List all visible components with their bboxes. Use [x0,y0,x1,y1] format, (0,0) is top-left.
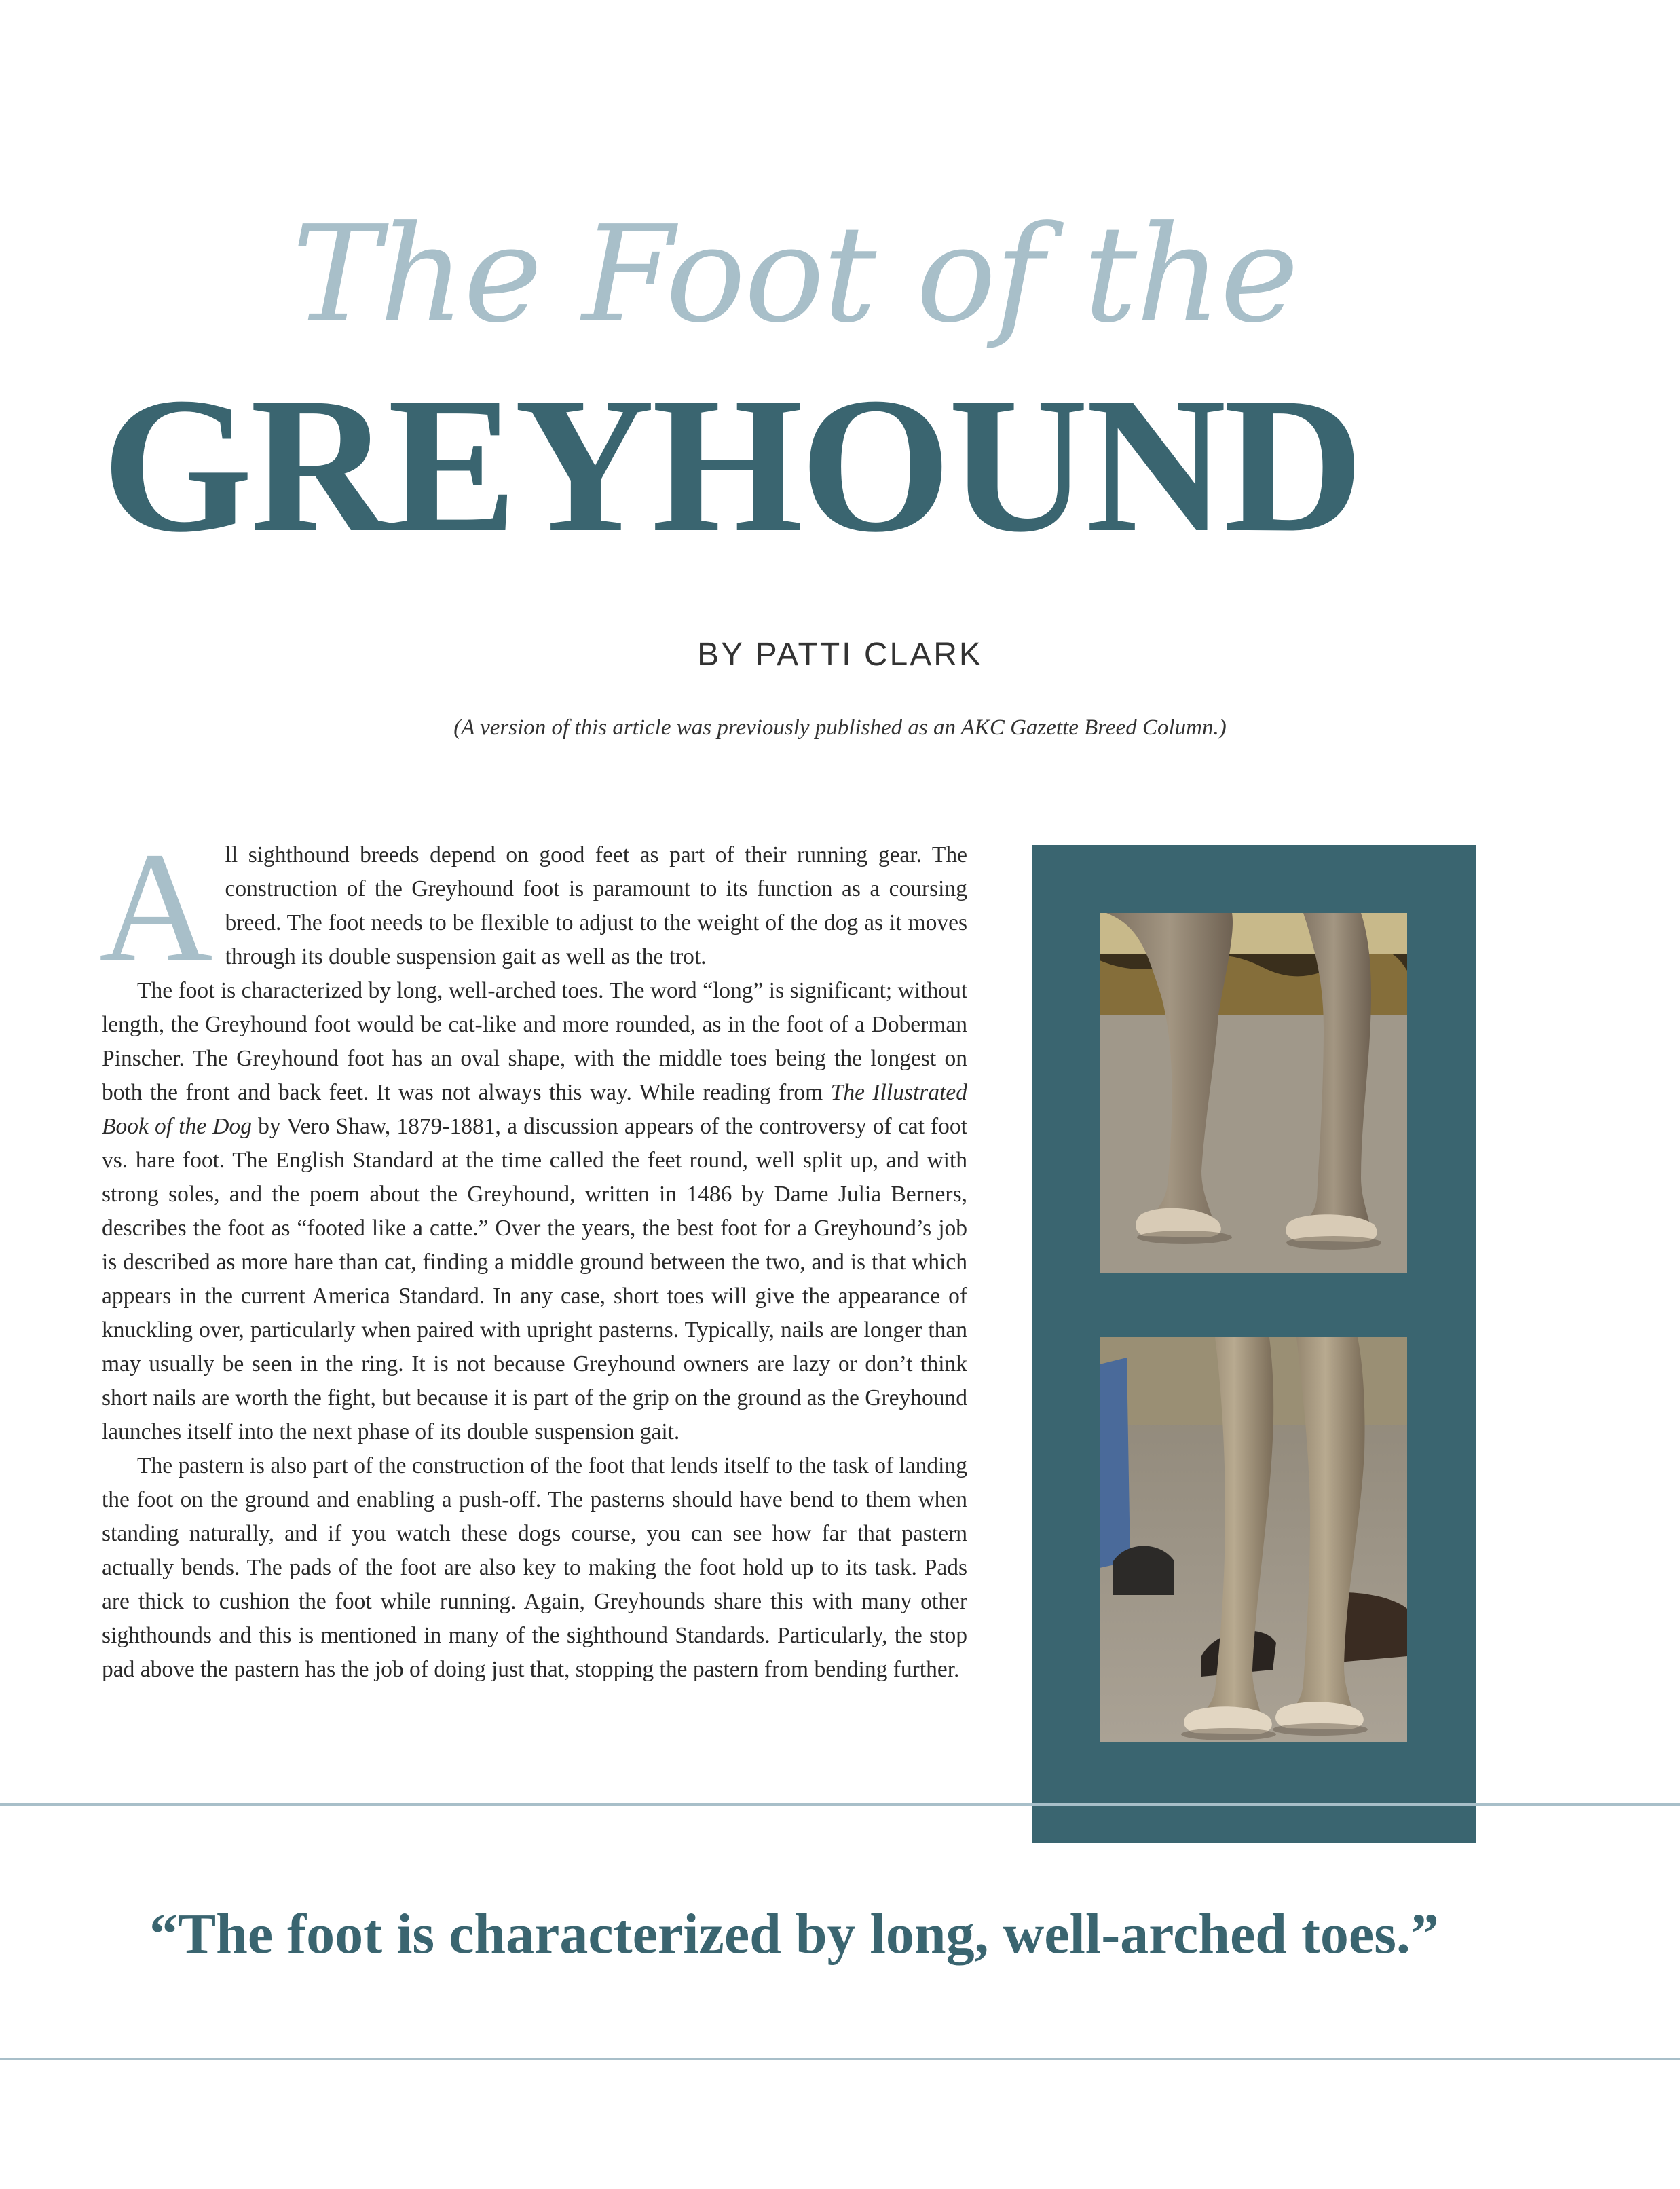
byline: BY PATTI CLARK [697,637,983,673]
drop-cap: A [99,820,213,994]
pull-quote: “The foot is characterized by long, well-arched toes.” [149,1903,1439,1966]
divider-bottom [0,2058,1680,2060]
publication-note: (A version of this article was previously published as an AKC Gazette Breed Column.) [453,715,1227,740]
page-title: GREYHOUND [102,357,1361,572]
paragraph-1 [99,820,967,994]
hind-feet-image [1100,1337,1407,1742]
title-small: The Foot of the [292,198,1298,352]
greyhound-front-feet-photo [1100,913,1407,1273]
greyhound-hind-feet-photo [1100,1337,1407,1742]
article-body [99,820,967,1687]
paragraph-1-text: ll sighthound breeds depend on good feet as part of their running gear. The construction of the Greyhound foot is paramount to its function as a coursing breed. The foot needs to be flexible to adjust to the weight of the dog as it moves through its double suspension gait as well as the trot. [225,842,967,969]
paragraph-3: The pastern is also part of the construction of the foot that lends itself to the task of landing the foot on the ground and enabling a push-off. The pasterns should have bend to them when standing naturally, and if you watch these dogs course, you can see how far that pastern actually bends. The pads of the foot are also key to making the foot hold up to its task. Pads are thick to cushion the foot while running. Again, Greyhounds share this with many other sighthounds and this is mentioned in many of the sighthound Standards. Particularly, the stop pad above the pastern has the job of doing just that, stopping the pastern from bending further. [102,1453,967,1682]
paragraph-2-text-a: The foot is characterized by long, well-arched toes. The word “long” is significant; without length, the Greyhound foot would be cat-like and more rounded, as in the foot of a Doberman Pinscher. The Greyhound foot has an oval shape, with the middle toes being the longest on both the front and back feet. It was not always this way. While reading from [102,978,967,1105]
paragraph-2 [102,974,967,1449]
front-feet-image [1100,913,1407,1273]
book-title: The Illustrated Book of the Dog [102,1080,967,1139]
paragraph-2-text-b: by Vero Shaw, 1879-1881, a discussion appears of the controversy of cat foot vs. hare foot. The English Standard at the time called the feet round, well split up, and with strong soles, and the poem about the Greyhound, written in 1486 by Dame Julia Berners, describes the foot as “footed like a catte.” Over the years, the best foot for a Greyhound’s job is described as more hare than cat, finding a middle ground between the two, and is that which appears in the current America Standard. In any case, short toes will give the appearance of knuckling over, particularly when paired with upright pasterns. Typically, nails are longer than may usually be seen in the ring. It is not because Greyhound owners are lazy or don’t think short nails are worth the fight, but because it is part of the grip on the ground as the Greyhound launches itself into the next phase of its double suspension gait. [102,1114,967,1444]
divider-top [0,1803,1680,1806]
photo-panel [1032,845,1476,1843]
